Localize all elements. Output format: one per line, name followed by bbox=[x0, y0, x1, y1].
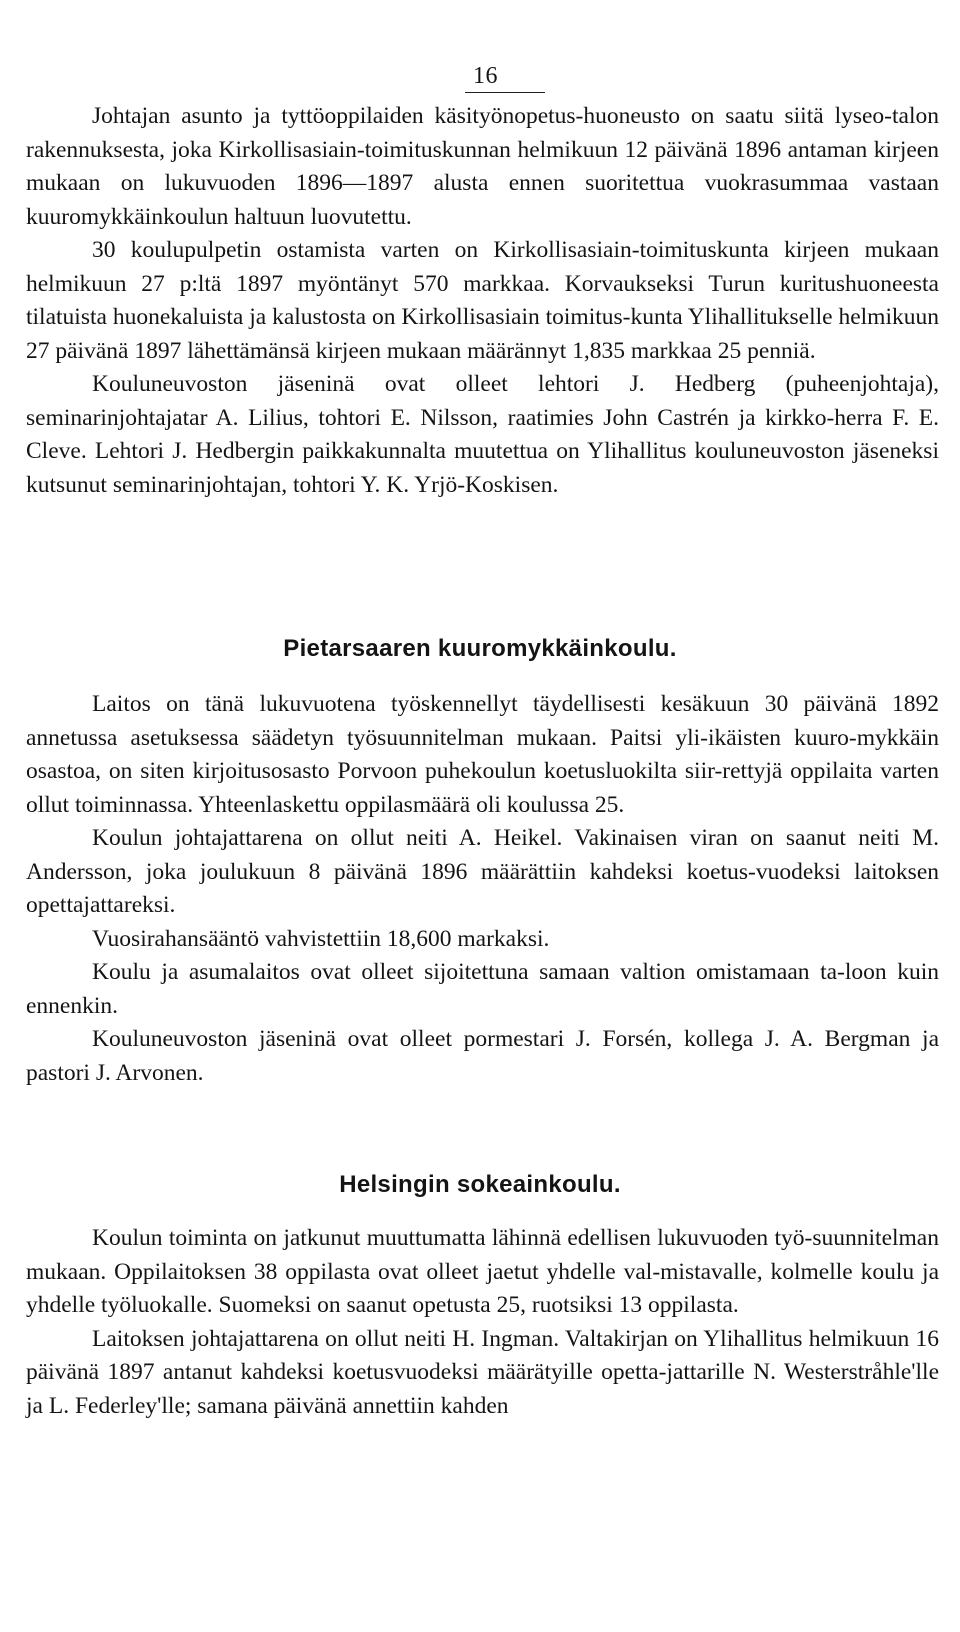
paragraph: Koulun toiminta on jatkunut muuttumatta lähinnä edellisen lukuvuoden työ-suunnitelman mukaan. Oppilaitoksen 38 oppilasta ovat olleet jaetut yhdelle val-mistavalle, kolmelle koulu ja yhdelle työluokalle. Suomeksi on saanut opetusta 25, ruotsiksi 13 oppilasta. bbox=[26, 1225, 939, 1318]
paragraph: Koulu ja asumalaitos ovat olleet sijoitettuna samaan valtion omistamaan ta-loon kuin ennenkin. bbox=[26, 959, 939, 1019]
paragraph: Laitoksen johtajattarena on ollut neiti H. Ingman. Valtakirjan on Ylihallitus helmikuun 16 päivänä 1897 antanut kahdeksi koetusvuodeksi määrätyille opetta-jattarille N. Westerstråhle'lle ja L. Federley'lle; samana päivänä annettiin kahden bbox=[26, 1325, 939, 1419]
paragraph: Kouluneuvoston jäseninä ovat olleet lehtori J. Hedberg (puheenjohtaja), seminarinjohtajatar A. Lilius, tohtori E. Nilsson, raatimies John Castrén ja kirkko-herra F. E. Cleve. Lehtori J. Hedbergin paikkakunnalta muutettua on Ylihallitus kouluneuvoston jäseneksi kutsunut seminarinjohtajan, tohtori Y. K. Yrjö-Koskisen. bbox=[26, 371, 939, 498]
section-pietarsaari bbox=[26, 688, 939, 1090]
paragraph: Koulun johtajattarena on ollut neiti A. Heikel. Vakinaisen viran on saanut neiti M. Andersson, joka joulukuun 8 päivänä 1896 määrättiin kahdeksi koetus-vuodeksi laitoksen opettajattareksi. bbox=[26, 825, 939, 918]
paragraph: Vuosirahansääntö vahvistettiin 18,600 markaksi. bbox=[92, 925, 550, 952]
section-intro bbox=[26, 100, 939, 502]
paragraph: 30 koulupulpetin ostamista varten on Kirkollisasiain-toimituskunta kirjeen mukaan helmikuun 27 p:ltä 1897 myöntänyt 570 markkaa. Korvaukseksi Turun kuritushuoneesta tilatuista huonekaluista ja kalustosta on Kirkollisasiain toimitus-kunta Ylihallitukselle helmikuun 27 päivänä 1897 lähettämänsä kirjeen mukaan määrännyt 1,835 markkaa 25 penniä. bbox=[26, 237, 939, 364]
section-heading: Helsingin sokeainkoulu. bbox=[339, 1171, 621, 1198]
section-heading: Pietarsaaren kuuromykkäinkoulu. bbox=[283, 635, 677, 662]
page-number: 16 bbox=[465, 62, 545, 93]
paragraph: Johtajan asunto ja tyttöoppilaiden käsityönopetus-huoneusto on saatu siitä lyseo-talon rakennuksesta, joka Kirkollisasiain-toimituskunnan helmikuun 12 päivänä 1896 antaman kirjeen mukaan on lukuvuoden 1896—1897 alusta ennen suoritettua vuokrasummaa vastaan kuuromykkäinkoulun haltuun luovutettu. bbox=[26, 103, 939, 230]
paragraph: Laitos on tänä lukuvuotena työskennellyt täydellisesti kesäkuun 30 päivänä 1892 annetussa asetuksessa säädetyn työsuunnitelman mukaan. Paitsi yli-ikäisten kuuro-mykkäin osastoa, on siten kirjoitusosasto Porvoon puhekoulun koetusluokilta siir-rettyjä oppilaita varten ollut toiminnassa. Yhteenlaskettu oppilasmäärä oli koulussa 25. bbox=[26, 691, 939, 818]
section-helsinki bbox=[26, 1222, 939, 1423]
paragraph: Kouluneuvoston jäseninä ovat olleet pormestari J. Forsén, kollega J. A. Bergman ja pastori J. Arvonen. bbox=[26, 1026, 939, 1086]
